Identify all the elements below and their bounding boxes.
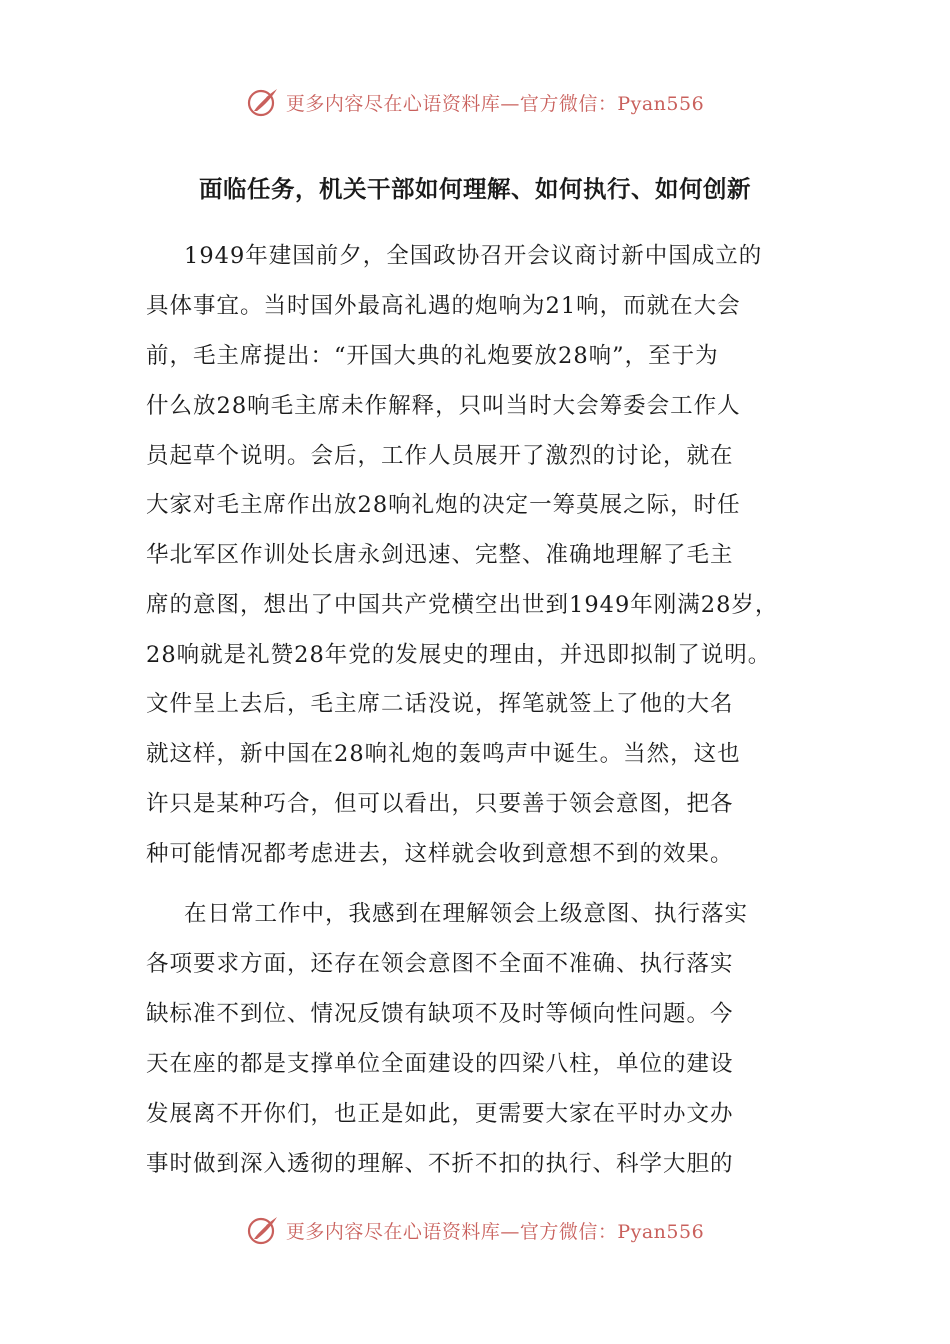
text-line: 就这样，新中国在28响礼炮的轰鸣声中诞生。当然，这也 [146, 741, 741, 767]
text-line: 发展离不开你们，也正是如此，更需要大家在平时办文办 [146, 1101, 734, 1127]
text-line: 缺标准不到位、情况反馈有缺项不及时等倾向性问题。今 [146, 1001, 734, 1027]
footer-banner [0, 1210, 950, 1250]
text-line: 前，毛主席提出：“开国大典的礼炮要放28响”，至于为 [146, 343, 719, 369]
text-line: 事时做到深入透彻的理解、不折不扣的执行、科学大胆的 [146, 1151, 734, 1177]
text-line: 大家对毛主席作出放28响礼炮的决定一筹莫展之际，时任 [146, 492, 741, 518]
text-line: 1949年建国前夕，全国政协召开会议商讨新中国成立的 [184, 243, 763, 269]
quill-logo-icon [246, 85, 280, 119]
text-line: 28响就是礼赞28年党的发展史的理由，并迅即拟制了说明。 [146, 642, 772, 668]
text-line: 具体事宜。当时国外最高礼遇的炮响为21响，而就在大会 [146, 293, 741, 319]
text-line: 在日常工作中，我感到在理解领会上级意图、执行落实 [184, 901, 749, 927]
text-line: 天在座的都是支撑单位全面建设的四梁八柱，单位的建设 [146, 1051, 734, 1077]
header-banner [0, 82, 950, 122]
text-line: 种可能情况都考虑进去，这样就会收到意想不到的效果。 [146, 841, 734, 867]
text-line: 许只是某种巧合，但可以看出，只要善于领会意图，把各 [146, 791, 734, 817]
text-line: 什么放28响毛主席未作解释，只叫当时大会筹委会工作人 [146, 393, 741, 419]
text-line: 文件呈上去后，毛主席二话没说，挥笔就签上了他的大名 [146, 691, 734, 717]
banner-text: 更多内容尽在心语资料库—官方微信：Pyan556 [285, 1220, 705, 1243]
text-line: 各项要求方面，还存在领会意图不全面不准确、执行落实 [146, 951, 734, 977]
text-line: 员起草个说明。会后，工作人员展开了激烈的讨论，就在 [146, 443, 734, 469]
text-line: 席的意图，想出了中国共产党横空出世到1949年刚满28岁， [146, 592, 779, 618]
document-title: 面临任务，机关干部如何理解、如何执行、如何创新 [199, 175, 751, 203]
text-line: 华北军区作训处长唐永剑迅速、完整、准确地理解了毛主 [146, 542, 734, 568]
banner-text: 更多内容尽在心语资料库—官方微信：Pyan556 [285, 92, 705, 115]
quill-logo-icon [246, 1213, 280, 1247]
